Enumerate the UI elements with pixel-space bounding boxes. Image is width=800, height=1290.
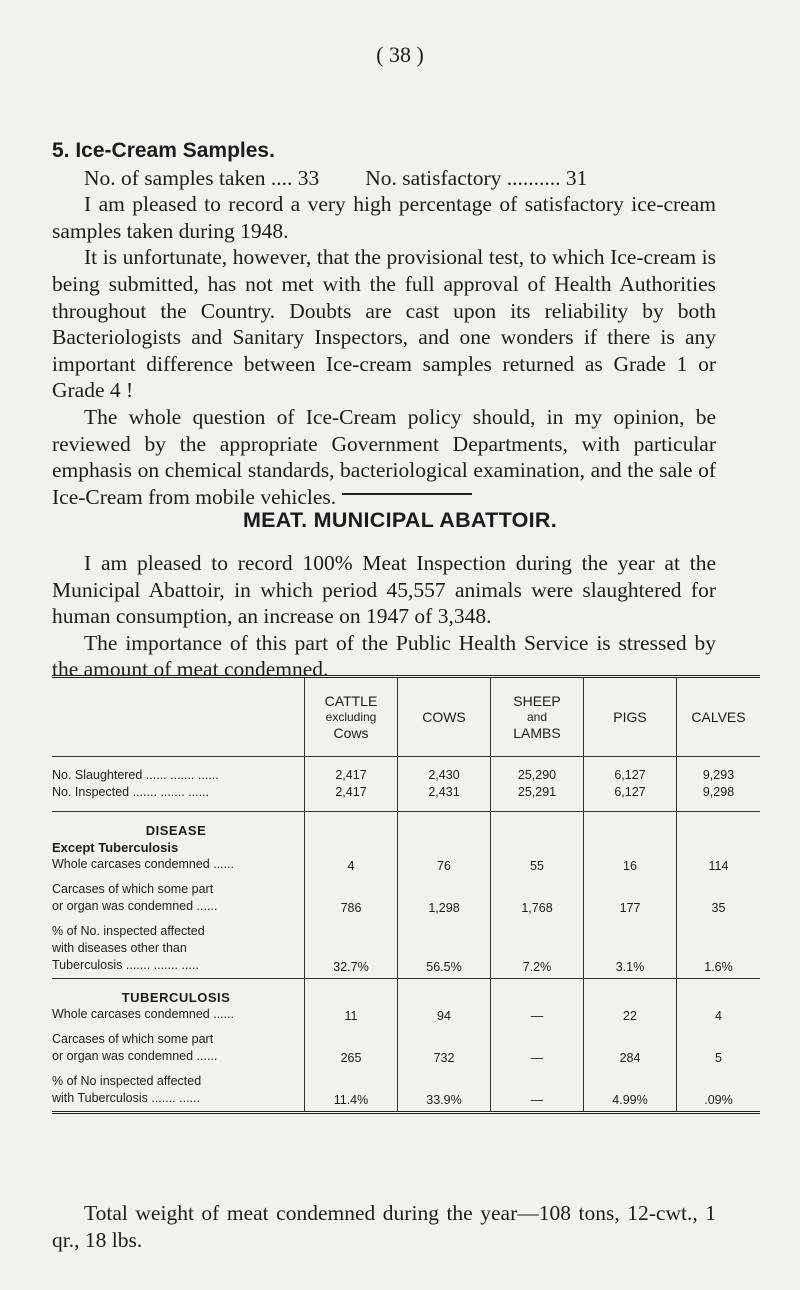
disease-pct-calves: 1.6% xyxy=(677,919,761,979)
tb-part-sheep: — xyxy=(491,1027,584,1069)
tb-part-pigs: 284 xyxy=(584,1027,677,1069)
disease-part-calves: 35 xyxy=(677,877,761,919)
tb-part-calves: 5 xyxy=(677,1027,761,1069)
header-calves: CALVES xyxy=(677,677,761,757)
tb-whole-sheep: — xyxy=(491,979,584,1028)
meat-section-title: MEAT. MUNICIPAL ABATTOIR. xyxy=(242,508,558,532)
tb-part-cows: 732 xyxy=(398,1027,491,1069)
disease-part-label: Carcases of which some part or organ was condemned ...... xyxy=(52,882,218,913)
cattle-counts: 2,417 2,417 xyxy=(305,757,398,812)
disease-title: DISEASE xyxy=(145,823,207,838)
meat-para-1: I am pleased to record 100% Meat Inspection during the year at the Municipal Abattoir, in which period 45,557 animals were slaughtered for human consumption, an increase on 1947 of 3,348. xyxy=(52,551,716,629)
meat-para-2: The importance of this part of the Public Health Service is stressed by the amount of meat condemned. xyxy=(52,630,716,682)
disease-whole-cows: 76 xyxy=(398,812,491,878)
table-row-disease-part xyxy=(52,877,760,919)
table-row-tb-whole xyxy=(52,979,760,1028)
table-row-disease-pct xyxy=(52,919,760,979)
slaughtered-inspected-labels xyxy=(52,757,305,812)
samples-count-line xyxy=(52,165,716,192)
disease-part-sheep: 1,768 xyxy=(491,877,584,919)
ice-cream-para-2: It is unfortunate, however, that the provisional test, to which Ice-cream is being submitted, has not met with the full approval of Health Authorities throughout the Country. Doubts are cast upon its reliability by both Bacteriologists and Sanitary Inspectors, and one wonders if there is any important difference between Ice-cream samples returned as Grade 1 or Grade 4 ! xyxy=(52,245,716,403)
disease-pct-pigs: 3.1% xyxy=(584,919,677,979)
header-cows: COWS xyxy=(398,677,491,757)
disease-whole-sheep: 55 xyxy=(491,812,584,878)
table-header-row xyxy=(52,677,760,757)
tb-pct-label: % of No inspected affected with Tuberculosis ....... ...... xyxy=(52,1074,202,1105)
total-weight-section xyxy=(52,1200,716,1253)
table-row-slaughtered-inspected xyxy=(52,757,760,812)
tb-pct-cows: 33.9% xyxy=(398,1069,491,1113)
tb-whole-cattle: 11 xyxy=(305,979,398,1028)
disease-whole-cattle: 4 xyxy=(305,812,398,878)
table-row-tb-part xyxy=(52,1027,760,1069)
disease-pct-cows: 56.5% xyxy=(398,919,491,979)
tb-part-cattle: 265 xyxy=(305,1027,398,1069)
section-divider xyxy=(342,493,472,495)
tb-pct-calves: .09% xyxy=(677,1069,761,1113)
tb-whole-cows: 94 xyxy=(398,979,491,1028)
header-pigs: PIGS xyxy=(584,677,677,757)
satisfactory-value: 31 xyxy=(565,165,588,190)
ice-cream-para-1: I am pleased to record a very high percentage of satisfactory ice-cream samples taken during 1948. xyxy=(52,192,716,243)
tb-part-label: Carcases of which some part or organ was condemned ...... xyxy=(52,1032,218,1063)
pigs-counts: 6,127 6,127 xyxy=(584,757,677,812)
tb-pct-sheep: — xyxy=(491,1069,584,1113)
satisfactory-label: No. satisfactory .......... xyxy=(365,165,561,190)
samples-taken-label: No. of samples taken .... xyxy=(84,165,293,190)
header-blank xyxy=(52,677,305,757)
disease-part-cattle: 786 xyxy=(305,877,398,919)
meat-section xyxy=(52,550,716,683)
disease-subtitle: Except Tuberculosis xyxy=(52,840,179,855)
header-sheep: SHEEP and LAMBS xyxy=(491,677,584,757)
disease-pct-label: % of No. inspected affected with diseases other than Tuberculosis ....... ....... ..... xyxy=(52,919,305,979)
samples-taken-value: 33 xyxy=(297,165,320,190)
table-row-disease-whole xyxy=(52,812,760,878)
inspected-label: No. Inspected ....... ....... ...... xyxy=(52,785,210,799)
tb-pct-cattle: 11.4% xyxy=(305,1069,398,1113)
disease-whole-label: DISEASE Except Tuberculosis Whole carcases condemned ...... xyxy=(52,812,305,878)
disease-whole-calves: 114 xyxy=(677,812,761,878)
header-cattle: CATTLE excluding Cows xyxy=(305,677,398,757)
tb-whole-pigs: 22 xyxy=(584,979,677,1028)
tuberculosis-title: TUBERCULOSIS xyxy=(121,990,231,1005)
disease-whole-pigs: 16 xyxy=(584,812,677,878)
sheep-counts: 25,290 25,291 xyxy=(491,757,584,812)
ice-cream-heading: 5. Ice-Cream Samples. xyxy=(52,139,275,162)
tb-whole-label: TUBERCULOSIS Whole carcases condemned ...... xyxy=(52,979,305,1028)
total-weight-text: Total weight of meat condemned during the year—108 tons, 12-cwt., 1 qr., 18 lbs. xyxy=(52,1201,716,1252)
disease-pct-sheep: 7.2% xyxy=(491,919,584,979)
ice-cream-para-3: The whole question of Ice-Cream policy should, in my opinion, be reviewed by the appropriate Government Departments, with particular emphasis on chemical standards, bacteriological examination, and the sale of Ice-Cream from mobile vehicles. xyxy=(52,404,716,509)
calves-counts: 9,293 9,298 xyxy=(677,757,761,812)
cows-counts: 2,430 2,431 xyxy=(398,757,491,812)
tb-pct-pigs: 4.99% xyxy=(584,1069,677,1113)
slaughtered-label: No. Slaughtered ...... ....... ...... xyxy=(52,768,219,782)
disease-part-cows: 1,298 xyxy=(398,877,491,919)
meat-condemned-table xyxy=(52,675,760,1114)
tb-whole-calves: 4 xyxy=(677,979,761,1028)
table-row-tb-pct xyxy=(52,1069,760,1113)
ice-cream-section xyxy=(52,138,716,510)
disease-pct-cattle: 32.7% xyxy=(305,919,398,979)
disease-part-pigs: 177 xyxy=(584,877,677,919)
page-number: ( 38 ) xyxy=(376,42,424,67)
